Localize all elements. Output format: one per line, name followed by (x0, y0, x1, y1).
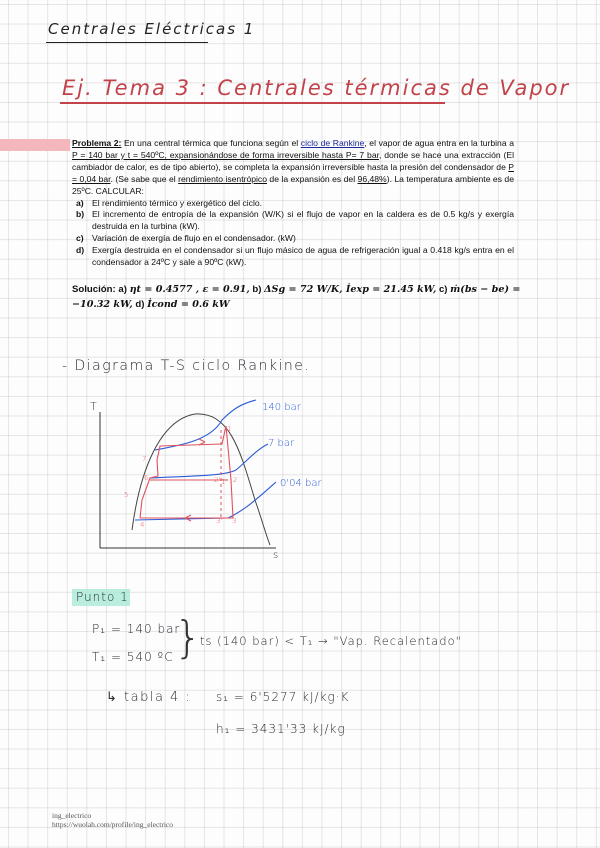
solution-c-value: −10.32 kW, (72, 299, 133, 310)
p1-value: P₁ = 140 bar (92, 622, 181, 636)
problem-text-underlined: , expansionándose de forma irreversible hasta P= 7 bar (164, 149, 379, 160)
problem-text-underlined: rendimiento isentrópico (178, 173, 267, 184)
isobar-label-7: 7 bar (268, 438, 295, 449)
footer (52, 811, 173, 829)
point-label-5: 5 (124, 491, 129, 499)
page-title: Ej. Tema 3 : Centrales térmicas de Vapor (62, 76, 571, 100)
table-reference: ↳ tabla 4 : (106, 690, 192, 705)
item-key: c) (76, 233, 84, 244)
isobar-004 (135, 482, 276, 520)
t1-value: T₁ = 540 ºC (92, 650, 174, 664)
isobar-140 (155, 400, 256, 450)
point-label-6: 6 (144, 474, 149, 482)
footer-url[interactable]: https://wuolah.com/profile/ing_electrico (52, 820, 174, 829)
isobar-label-140: 140 bar (262, 402, 301, 413)
point-label-7: 7 (142, 455, 147, 463)
solution-b-label: b) (252, 284, 262, 295)
point-label-2p: 2' (214, 476, 221, 484)
punto-title: Punto 1 (76, 590, 129, 604)
isobar-label-004: 0'04 bar (280, 478, 322, 489)
saturation-dome (132, 414, 270, 545)
solution-c-label: c) (438, 284, 448, 295)
item-text: Variación de exergía de flujo en el condensador. (kW) (92, 233, 296, 244)
s-axis-label: s (273, 550, 279, 561)
diagram-heading: - Diagrama T-S ciclo Rankine. (62, 358, 311, 374)
t-axis-label: T (90, 400, 97, 413)
item-key: b) (76, 209, 85, 220)
solution-d: İcond = 0.6 kW (147, 299, 230, 310)
problem-text-underlined: P = 140 bar y t = 540ºC (72, 149, 165, 160)
point-label-3: 3 (232, 517, 237, 525)
solution-b: ΔSg = 72 W/K, İexp = 21.45 kW, (264, 284, 437, 295)
isobar-7 (150, 444, 268, 478)
problem-text: . (Se sabe que el (110, 173, 179, 184)
problem-text: de la expansión es del (267, 173, 358, 184)
solution-d-label: d) (135, 299, 145, 310)
point-label-3p: 3' (216, 517, 223, 525)
s1-value: s₁ = 6'5277 kJ/kg·K (216, 690, 350, 704)
h1-value: h₁ = 3431'33 kJ/kg (216, 722, 346, 736)
problem-text: En una central térmica que funciona según el (121, 138, 301, 148)
point-label-4: 4 (140, 521, 145, 529)
saturation-condition: ts (140 bar) < T₁ → "Vap. Recalentado" (200, 634, 462, 648)
problem-text-underlined: P = 0,04 bar (72, 161, 514, 184)
item-text: El rendimiento térmico y exergético del ciclo. (92, 197, 263, 208)
item-key: a) (76, 197, 84, 208)
problem-text: , el vapor de agua entra en la turbina a (364, 138, 515, 148)
item-text: Exergía destruida en el condensador si un flujo másico de agua de refrigeración igual a 0.418 kg/s entra en el condensador a 24ºC y sale a 90ºC (kW). (92, 245, 514, 268)
solution-label: Solución: (72, 284, 116, 295)
solution-a: ηt = 0.4577 , ε = 0.91, (129, 284, 250, 295)
problem-text: ). La temperatura ambiente es de 25ºC. CALCULAR: (72, 173, 514, 196)
brace-icon: } (174, 612, 202, 663)
item-key: d) (76, 245, 85, 256)
rankine-link: ciclo de Rankine (300, 138, 365, 148)
course-title: Centrales Eléctricas 1 (48, 20, 256, 38)
point-label-1p: 1' (221, 478, 228, 486)
point-label-2: 2 (233, 476, 238, 484)
problem-text: , donde se hace una extracción (El cambiador de calor, es de tipo abierto), se completa la expansión irreversible hasta la presión del condensador de (72, 149, 514, 172)
item-text: El incremento de entropía de la expansión (W/K) si el flujo de vapor en la caldera es de 0.5 kg/s y exergía destruida en la turbina (kW). (92, 209, 514, 232)
footer-user: ing_electrico (52, 811, 92, 820)
cycle-path (140, 426, 233, 518)
problem-text-underlined: 96,48% (357, 173, 387, 184)
problem-label: Problema 2: (72, 138, 122, 148)
solution-c: ṁ(bs − be) = (450, 284, 521, 295)
solution-a-label: a) (118, 284, 127, 295)
point-label-1: 1 (227, 425, 232, 433)
